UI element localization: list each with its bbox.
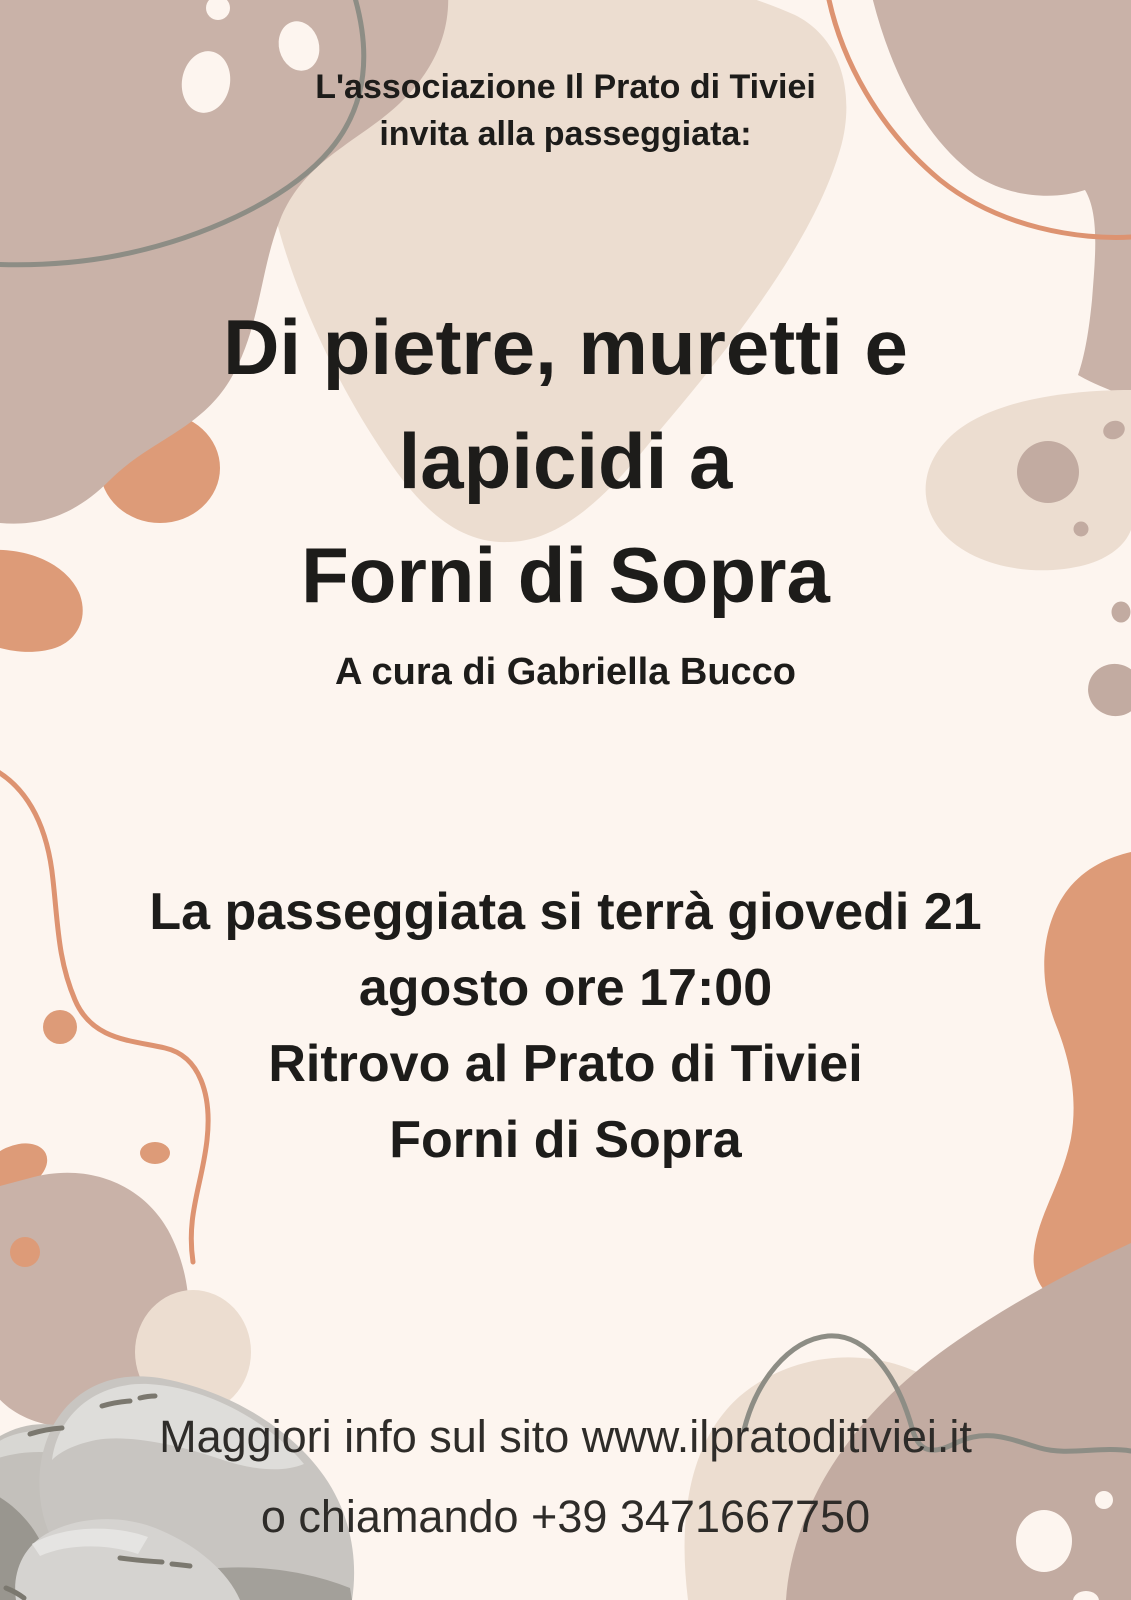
curator-byline: A cura di Gabriella Bucco <box>334 651 797 693</box>
details-location: Forni di Sopra <box>389 1111 742 1169</box>
salmon-dot-d <box>10 1237 40 1267</box>
footer-contact <box>0 1397 1131 1557</box>
header-line1: L'associazione Il Prato di Tiviei <box>315 68 816 106</box>
header-line2: invita alla passeggiata: <box>379 115 752 153</box>
title-line3: Forni di Sopra <box>301 531 830 619</box>
header-invitation <box>0 64 1131 158</box>
details-meeting-point: Ritrovo al Prato di Tiviei <box>268 1035 863 1093</box>
details-time-line: agosto ore 17:00 <box>358 959 773 1017</box>
title-line2: lapicidi a <box>398 417 733 505</box>
event-details <box>0 874 1131 1178</box>
details-date-line: La passeggiata si terrà giovedi 21 <box>149 883 982 941</box>
footer-website-line: Maggiori info sul sito www.ilpratoditiviei.it <box>159 1411 972 1462</box>
title-line1: Di pietre, muretti e <box>223 303 908 391</box>
footer-phone-line: o chiamando +39 3471667750 <box>260 1491 871 1542</box>
event-title <box>0 290 1131 632</box>
